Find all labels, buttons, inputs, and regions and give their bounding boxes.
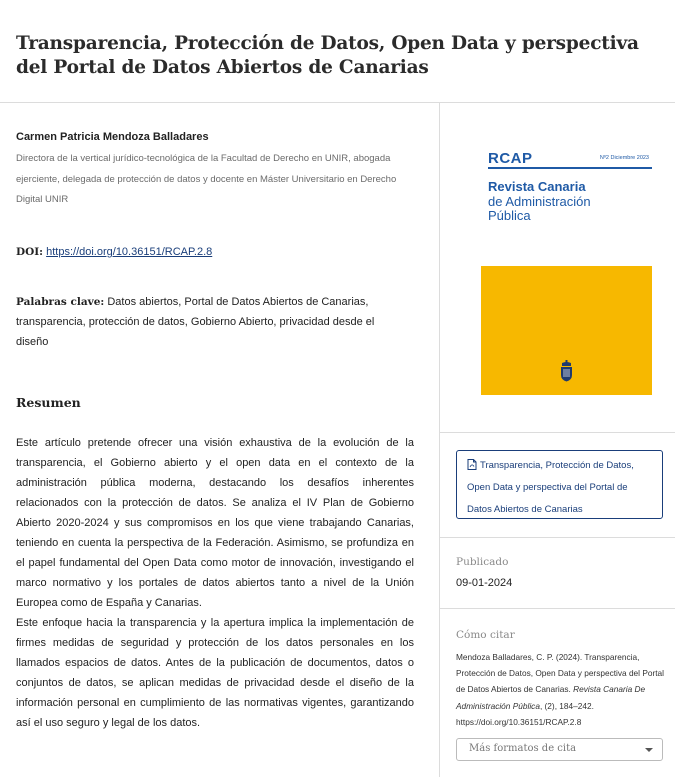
cover-name-line: Pública [488, 208, 531, 223]
pdf-file-icon [467, 459, 477, 470]
cover-header [481, 150, 652, 265]
abstract-heading: Resumen [16, 395, 81, 410]
abstract-paragraph: Este enfoque hacia la transparencia y la apertura implica la implementación de firmes medidas de seguridad y protección de los datos personales en los llamados espacios de datos. Antes de la publicación de documentos, datos o conjuntos de datos, se aplican medidas de privacidad desde el diseño de la información personal en cumplimiento de las normativas vigentes, garantizando así el uso seguro y legal de los datos. [16, 617, 414, 729]
citation-doi: https://doi.org/10.36151/RCAP.2.8 [456, 716, 582, 727]
abstract-body [16, 433, 414, 733]
chevron-down-icon [645, 748, 653, 752]
published-label: Publicado [456, 556, 509, 568]
issue-cover-image[interactable] [481, 150, 652, 395]
article-header [0, 0, 675, 103]
pdf-button-label: Transparencia, Protección de Datos, Open Data y perspectiva del Portal de Datos Abiertos de Canarias [467, 460, 634, 515]
sidebar-divider [440, 537, 675, 538]
doi-label: DOI: [16, 246, 44, 258]
sidebar-divider [440, 432, 675, 433]
keywords-label: Palabras clave: [16, 296, 105, 308]
coat-of-arms-icon [560, 360, 573, 382]
citation-volume: , (2), 184–242. [539, 700, 594, 711]
citation-authors: Mendoza Balladares, C. P. (2024). Transparencia, Protección de Datos, Open Data y perspectiva del Portal de Datos Abiertos de Canarias. [456, 652, 664, 695]
keywords-row [16, 292, 401, 352]
citation-format-placeholder: Más formatos de cita [469, 743, 577, 754]
author-name: Carmen Patricia Mendoza Balladares [16, 131, 209, 143]
article-sidebar [439, 103, 675, 777]
article-title: Transparencia, Protección de Datos, Open Data y perspectiva del Portal de Datos Abiertos de Canarias [16, 33, 639, 78]
cover-issue: Nº2 Diciembre 2023 [599, 155, 649, 161]
published-date: 09-01-2024 [456, 577, 513, 589]
citation-format-select[interactable] [456, 738, 663, 761]
cover-acronym: RCAP [488, 150, 533, 167]
cite-label: Cómo citar [456, 629, 515, 641]
doi-row [16, 246, 212, 258]
doi-link[interactable]: https://doi.org/10.36151/RCAP.2.8 [46, 246, 213, 258]
sidebar-divider [440, 608, 675, 609]
pdf-download-button[interactable] [456, 450, 663, 519]
cover-journal-name [488, 180, 648, 224]
cover-name-line: de Administración [488, 193, 591, 209]
author-affiliation: Directora de la vertical jurídico-tecnológica de la Facultad de Derecho en UNIR, abogada ejerciente, delegada de protección de datos y docente en Máster Universitario en Derecho Digital UNIR [16, 153, 397, 205]
citation-journal: Revista Canaria De Administración Pública [456, 684, 646, 711]
keywords-value: Datos abiertos, Portal de Datos Abiertos de Canarias, transparencia, protección de datos, Gobierno Abierto, privacidad desde el diseño [16, 296, 375, 348]
cover-rule [488, 167, 652, 169]
cover-name-line: Revista Canaria [488, 179, 586, 194]
citation-text [456, 649, 668, 730]
cover-yellow-panel [481, 266, 652, 395]
abstract-paragraph: Este artículo pretende ofrecer una visión exhaustiva de la evolución de la transparencia, el Gobierno abierto y el open data en el contexto de la administración pública moderna, destacando los desafíos inherentes relacionados con la protección de datos. Se analiza el IV Plan de Gobierno Abierto 2020-2024 y sus compromisos en los que viene trabajando Canarias, teniendo en cuenta la perspectiva de la Federación. Asimismo, se profundiza en el papel fundamental del Open Data como motor de innovación, investigando el marco normativo y los portales de datos abiertos tanto a nivel de la Unión Europea como de España y Canarias. [16, 437, 414, 609]
